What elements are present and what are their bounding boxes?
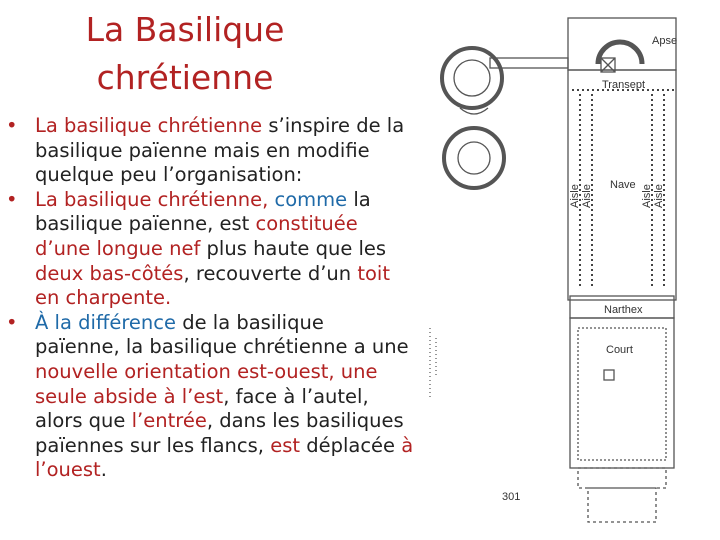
slide-title	[40, 6, 330, 102]
basilica-floor-plan	[420, 8, 716, 536]
label-aisle-3: Aisle	[641, 184, 653, 208]
bullet-item	[6, 114, 414, 188]
bullet-text-run: est	[270, 433, 301, 457]
entrance-block	[578, 468, 666, 488]
bullet-text-run: la basilique païenne, est	[35, 187, 371, 236]
bullet-dot: •	[6, 310, 18, 334]
bullet-list	[6, 114, 414, 483]
bullet-text-run: deux bas-côtés	[35, 261, 184, 285]
bullet-text-run: comme	[274, 187, 348, 211]
label-court: Court	[606, 344, 633, 356]
bullet-text-run: toit en charpente.	[35, 261, 390, 310]
rotunda	[442, 48, 502, 108]
title-line-1: La Basilique	[85, 10, 285, 49]
bullet-text-run: La basilique chrétienne,	[35, 187, 269, 211]
bullet-text-run: de la basilique païenne, la basilique chrétienne a une	[35, 310, 409, 359]
label-aisle-4: Aisle	[653, 184, 665, 208]
court-wall	[570, 318, 674, 468]
bullet-text-run: à l’ouest	[35, 433, 414, 482]
bullet-text-run: plus haute que les	[200, 236, 387, 260]
bullet-text-run: nouvelle orientation est-ouest, une seule abside à l’est	[35, 359, 378, 408]
bullet-text-run: s’inspire de la basilique païenne mais en modifie quelque peu l’organisation:	[35, 114, 405, 187]
page-number: 301	[502, 491, 521, 503]
label-narthex: Narthex	[604, 304, 643, 316]
label-aisle-1: Aisle	[569, 184, 581, 208]
bullet-text-run: , face à l’autel, alors que	[35, 384, 369, 433]
bullet-item	[6, 311, 414, 483]
label-aisle-2: Aisle	[581, 184, 593, 208]
rotunda-lower	[444, 128, 504, 188]
label-nave: Nave	[610, 179, 636, 191]
bullet-text-run: déplacée	[300, 433, 402, 457]
title-line-2: chrétienne	[96, 58, 274, 97]
bullet-text-run: La basilique chrétienne	[35, 114, 263, 137]
bullet-text-run: , dans les basiliques païennes sur les flancs,	[35, 409, 404, 457]
label-transept: Transept	[602, 79, 646, 91]
label-apse: Apse	[652, 35, 678, 47]
court-fountain	[604, 370, 614, 380]
bullet-text-run: , recouverte d’un	[183, 261, 358, 285]
bullet-dot: •	[6, 114, 18, 137]
bullet-text-run: constituée d’une longue nef	[35, 212, 358, 260]
bullet-item	[6, 188, 414, 311]
bullet-dot: •	[6, 187, 18, 211]
bullet-text-run: .	[100, 458, 107, 482]
bullet-text-run: À la différence	[35, 310, 176, 334]
bullet-text-run: l’entrée	[131, 409, 207, 433]
propylaeum	[588, 488, 656, 522]
